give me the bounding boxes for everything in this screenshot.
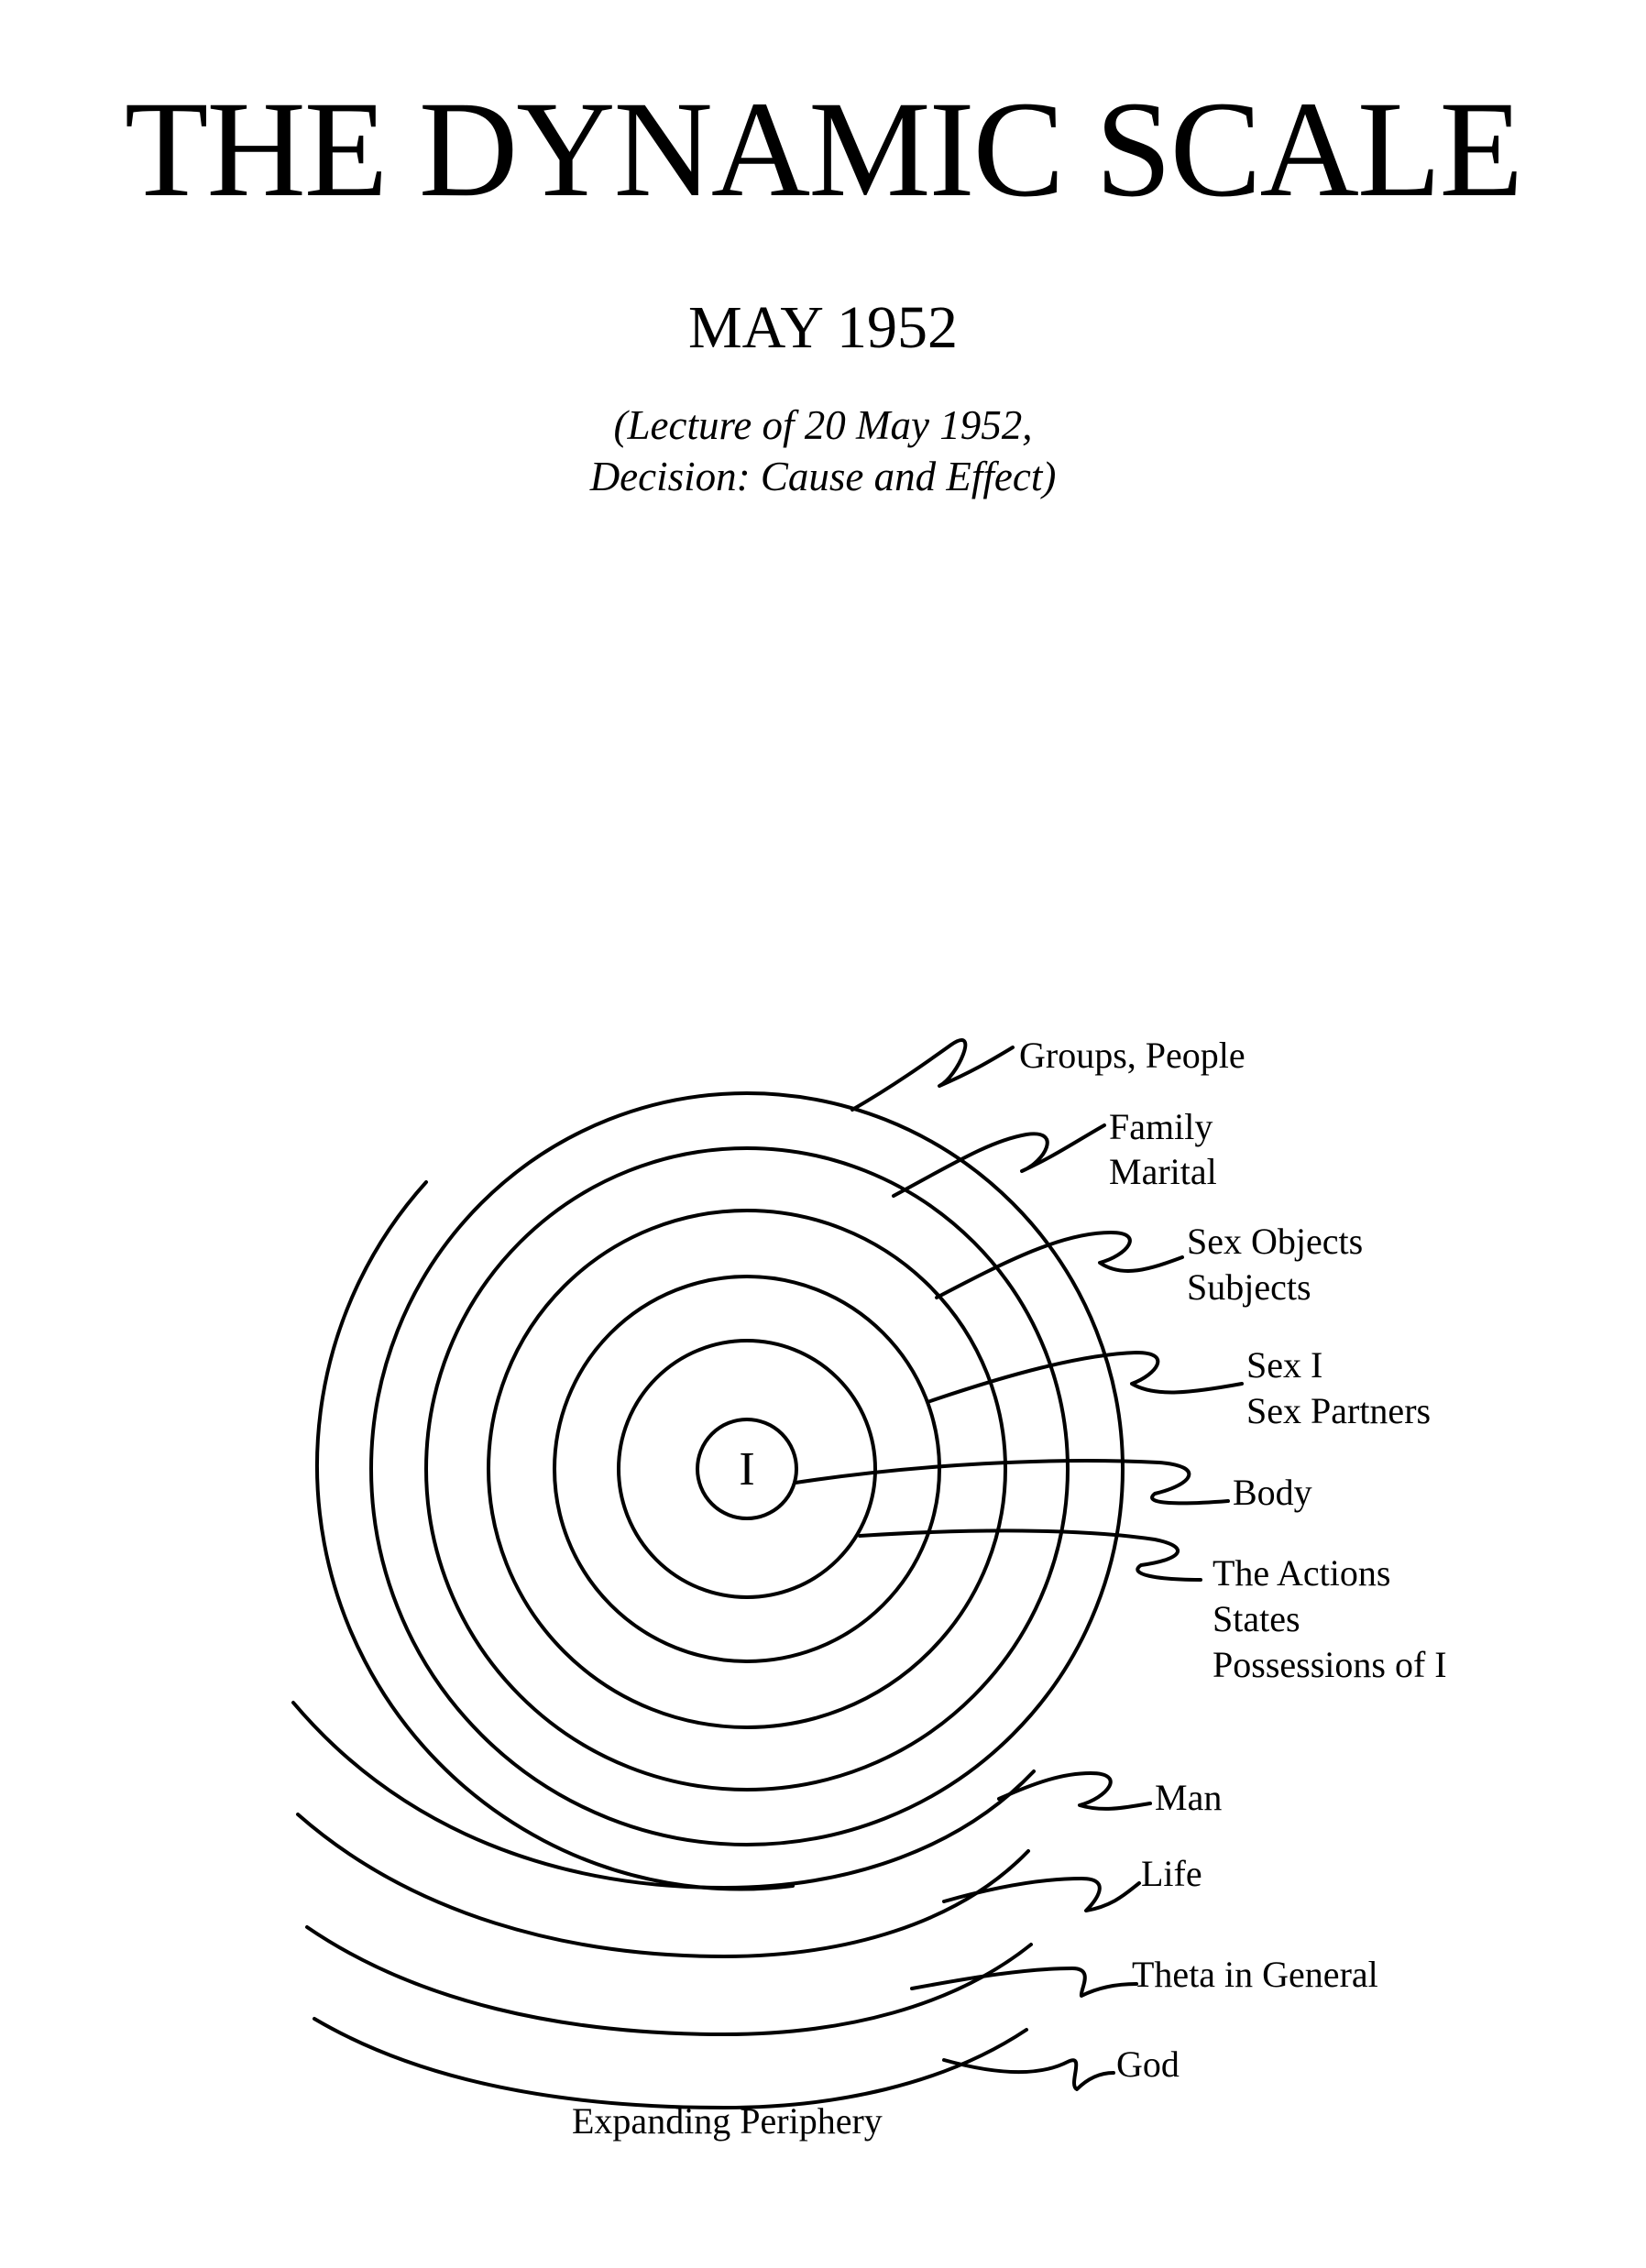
leader-groups [852,1040,1013,1110]
label-theta-in-general: Theta in General [1132,1954,1378,1995]
arc-man [293,1703,1034,1888]
leader-theta [912,1968,1136,1996]
label-sex-i: Sex I [1246,1344,1323,1386]
leader-sex-i [927,1353,1242,1402]
label-expanding-periphery: Expanding Periphery [572,2100,883,2142]
label-the-actions: The Actions [1213,1552,1391,1594]
label-states: States [1213,1598,1300,1639]
label-man: Man [1155,1777,1223,1818]
leader-god [944,2060,1114,2089]
label-subjects: Subjects [1187,1266,1311,1308]
label-marital: Marital [1109,1151,1217,1192]
label-family: Family [1109,1106,1213,1147]
label-body: Body [1233,1472,1312,1513]
label-life: Life [1141,1853,1202,1894]
leader-body [796,1461,1228,1503]
label-sex-partners: Sex Partners [1246,1390,1432,1431]
page-subtitle: MAY 1952 [687,294,958,361]
label-sex-objects: Sex Objects [1187,1221,1364,1262]
leader-family [894,1125,1104,1196]
page-title: THE DYNAMIC SCALE [124,73,1522,225]
leader-life [944,1879,1139,1911]
arc-theta [307,1927,1031,2034]
lecture-note-line-1: (Lecture of 20 May 1952, [613,402,1033,448]
label-god: God [1116,2043,1180,2085]
lecture-note-line-2: Decision: Cause and Effect) [589,454,1057,499]
periphery-arcs [293,1703,1034,2108]
label-groups-people: Groups, People [1019,1035,1245,1076]
center-label: I [739,1443,755,1496]
outer-arc-left [317,1182,793,1890]
leader-man [999,1773,1150,1809]
leader-lines [796,1040,1242,2089]
label-possessions-of-i: Possessions of I [1213,1644,1447,1685]
